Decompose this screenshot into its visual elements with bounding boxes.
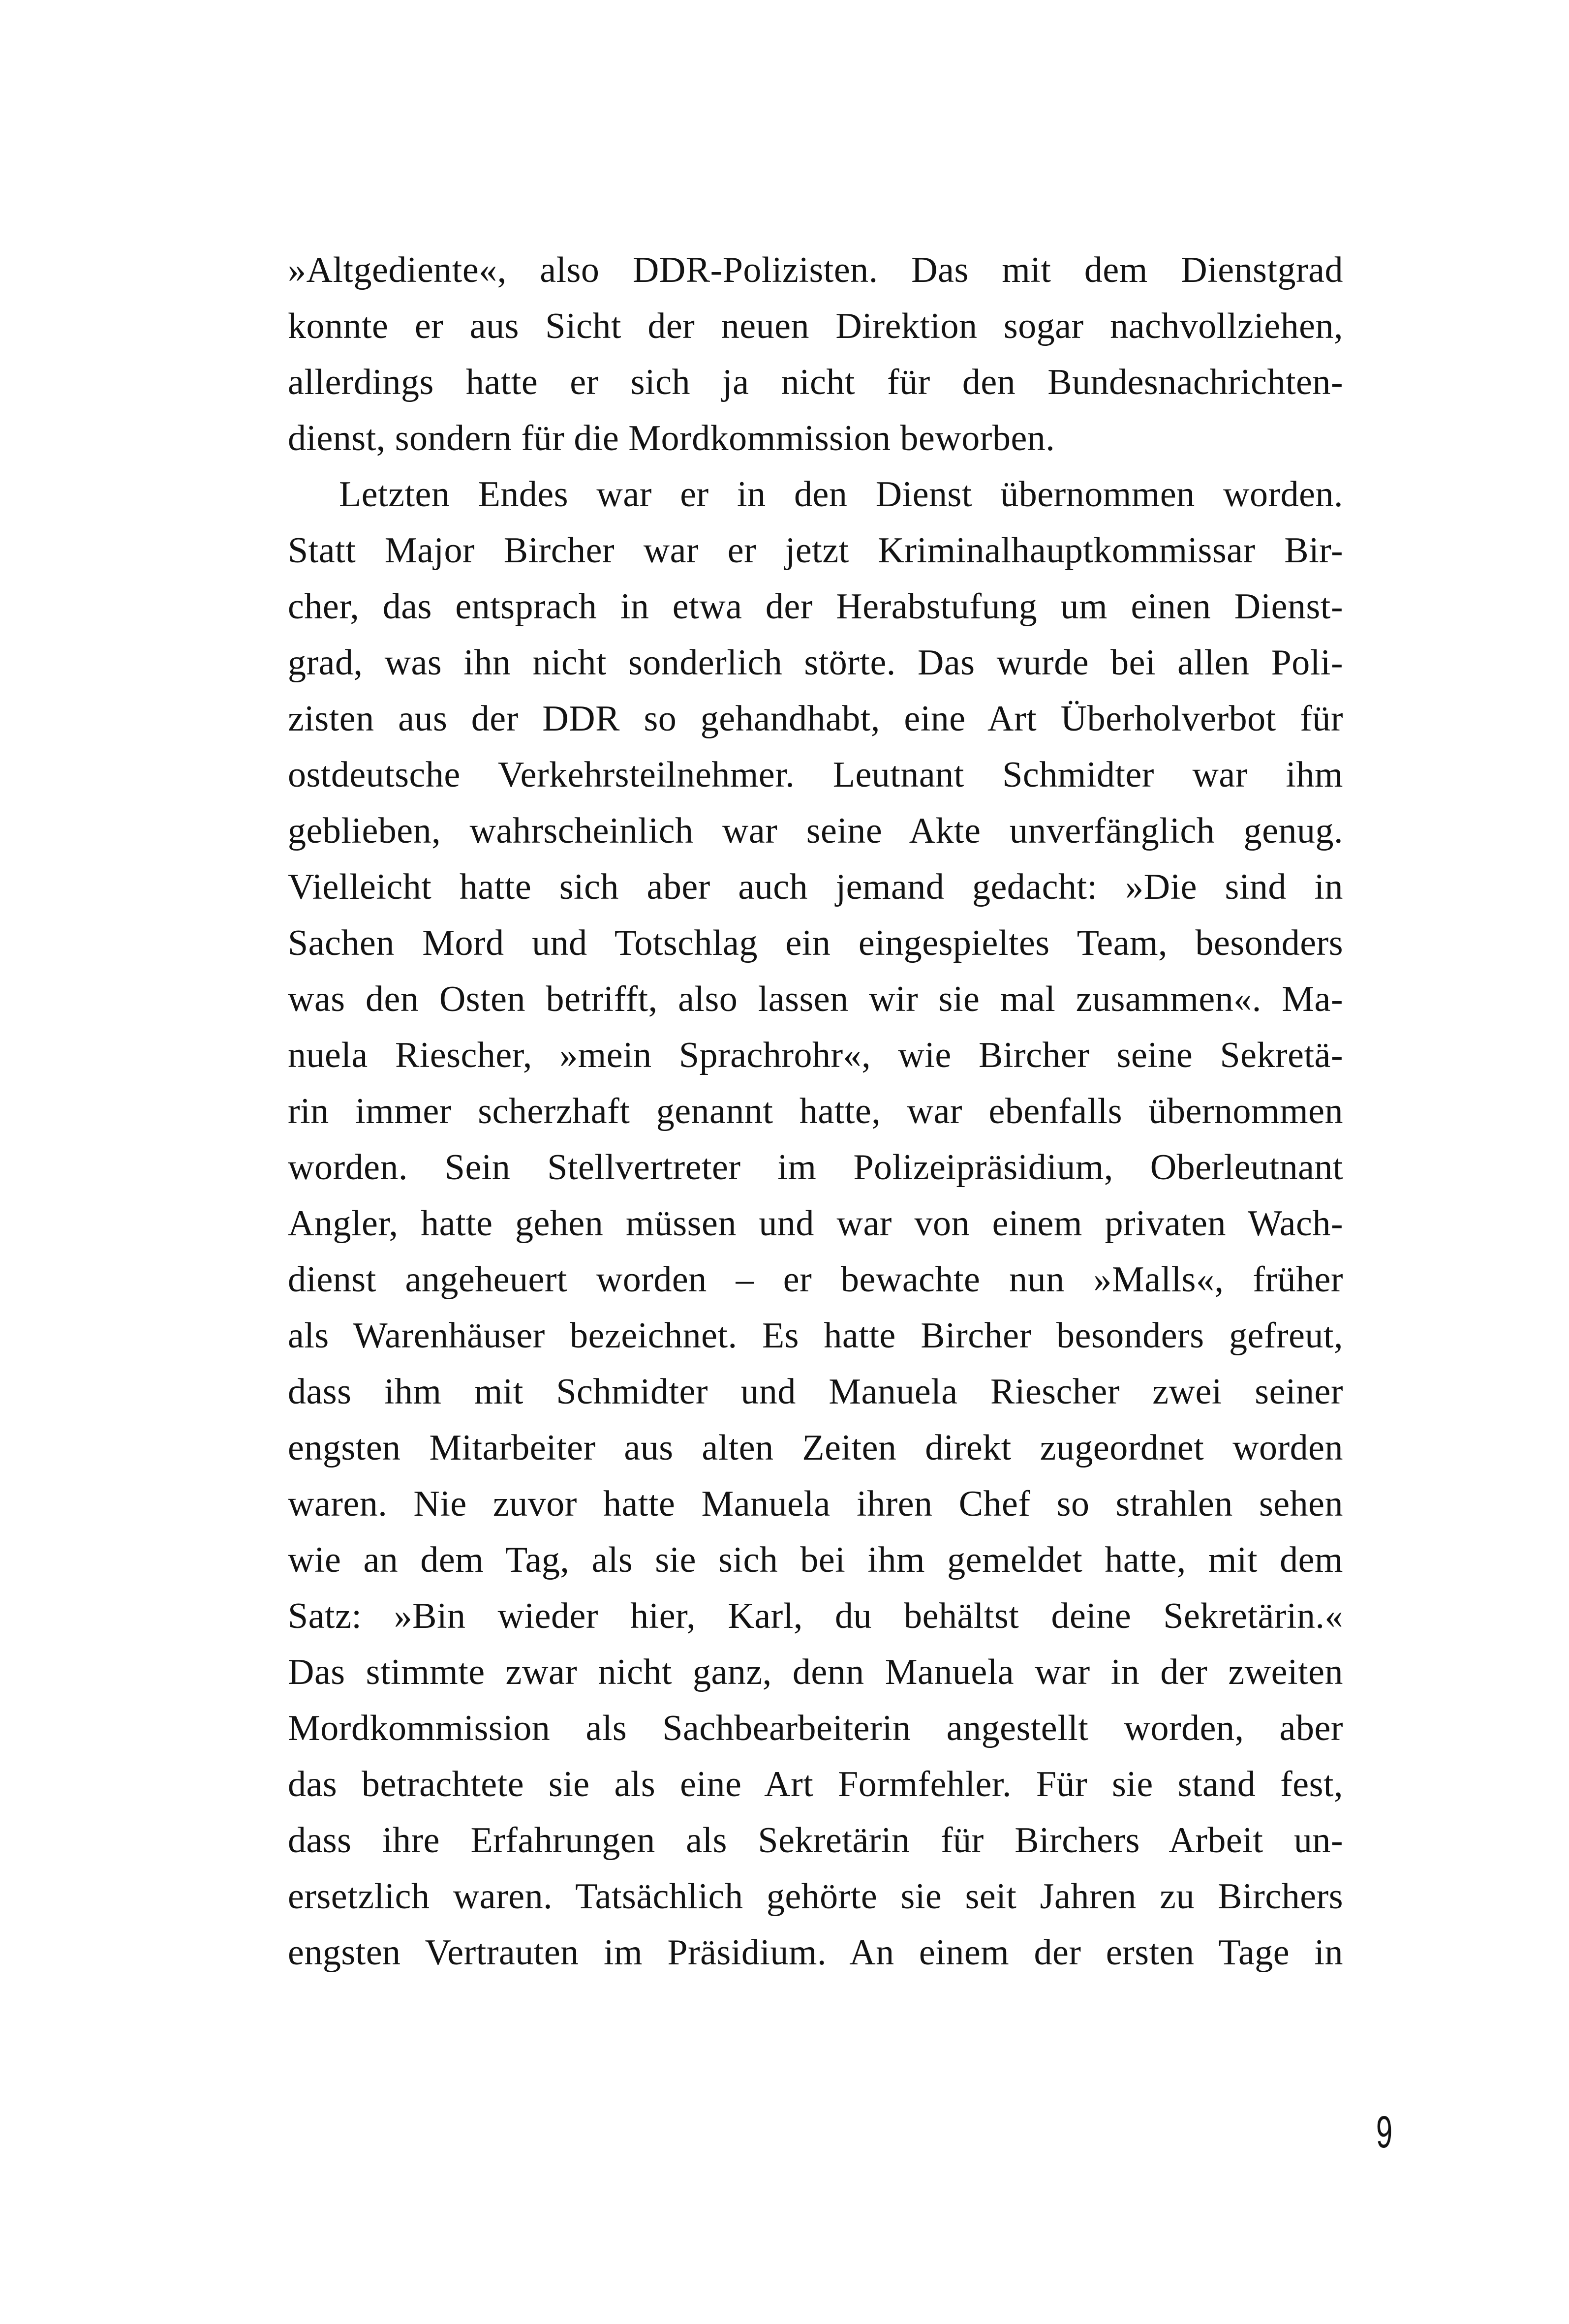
text-line: grad, was ihn nicht sonderlich störte. Das wurde bei allen Poli- [288,642,1343,683]
text-line: dass ihre Erfahrungen als Sekretärin für Birchers Arbeit un- [288,1820,1343,1861]
text-line: was den Osten betrifft, also lassen wir sie mal zusammen«. Ma- [288,979,1343,1019]
text-line: Sachen Mord und Totschlag ein eingespieltes Team, besonders [288,923,1343,963]
text-block [288,242,1343,1981]
text-line: wie an dem Tag, als sie sich bei ihm gemeldet hatte, mit dem [288,1540,1343,1580]
text-line: waren. Nie zuvor hatte Manuela ihren Chef so strahlen sehen [288,1484,1343,1524]
text-line: worden. Sein Stellvertreter im Polizeipräsidium, Oberleutnant [288,1147,1343,1188]
text-line: geblieben, wahrscheinlich war seine Akte unverfänglich genug. [288,811,1343,851]
text-line: engsten Mitarbeiter aus alten Zeiten direkt zugeordnet worden [288,1428,1343,1468]
text-line: allerdings hatte er sich ja nicht für den Bundesnachrichten- [288,362,1343,402]
text-line: Das stimmte zwar nicht ganz, denn Manuela war in der zweiten [288,1652,1343,1692]
text-line: dienst angeheuert worden – er bewachte nun »Malls«, früher [288,1259,1343,1300]
text-line: nuela Riescher, »mein Sprachrohr«, wie Bircher seine Sekretä- [288,1035,1343,1075]
page-number: 9 [1376,2107,1392,2157]
text-line: »Altgediente«, also DDR-Polizisten. Das mit dem Dienstgrad [288,250,1343,290]
text-line: ersetzlich waren. Tatsächlich gehörte sie seit Jahren zu Birchers [288,1876,1343,1917]
text-line: dass ihm mit Schmidter und Manuela Riescher zwei seiner [288,1372,1343,1412]
text-line: Satz: »Bin wieder hier, Karl, du behältst deine Sekretärin.« [288,1596,1343,1636]
text-line: das betrachtete sie als eine Art Formfehler. Für sie stand fest, [288,1764,1343,1804]
text-line: Letzten Endes war er in den Dienst übernommen worden. [339,474,1343,515]
text-line: konnte er aus Sicht der neuen Direktion sogar nachvollziehen, [288,306,1343,346]
text-line: als Warenhäuser bezeichnet. Es hatte Bircher besonders gefreut, [288,1315,1343,1356]
text-line: Vielleicht hatte sich aber auch jemand gedacht: »Die sind in [288,867,1343,907]
text-line: rin immer scherzhaft genannt hatte, war ebenfalls übernommen [288,1091,1343,1131]
text-line: Statt Major Bircher war er jetzt Kriminalhauptkommissar Bir- [288,530,1343,571]
text-line: dienst, sondern für die Mordkommission beworben. [288,418,1055,459]
text-line: zisten aus der DDR so gehandhabt, eine Art Überholverbot für [288,699,1343,739]
text-line: ostdeutsche Verkehrsteilnehmer. Leutnant Schmidter war ihm [288,755,1343,795]
text-line: Angler, hatte gehen müssen und war von einem privaten Wach- [288,1203,1343,1244]
text-line: Mordkommission als Sachbearbeiterin angestellt worden, aber [288,1708,1343,1748]
text-line: engsten Vertrauten im Präsidium. An einem der ersten Tage in [288,1932,1343,1973]
text-line: cher, das entsprach in etwa der Herabstufung um einen Dienst- [288,586,1343,627]
